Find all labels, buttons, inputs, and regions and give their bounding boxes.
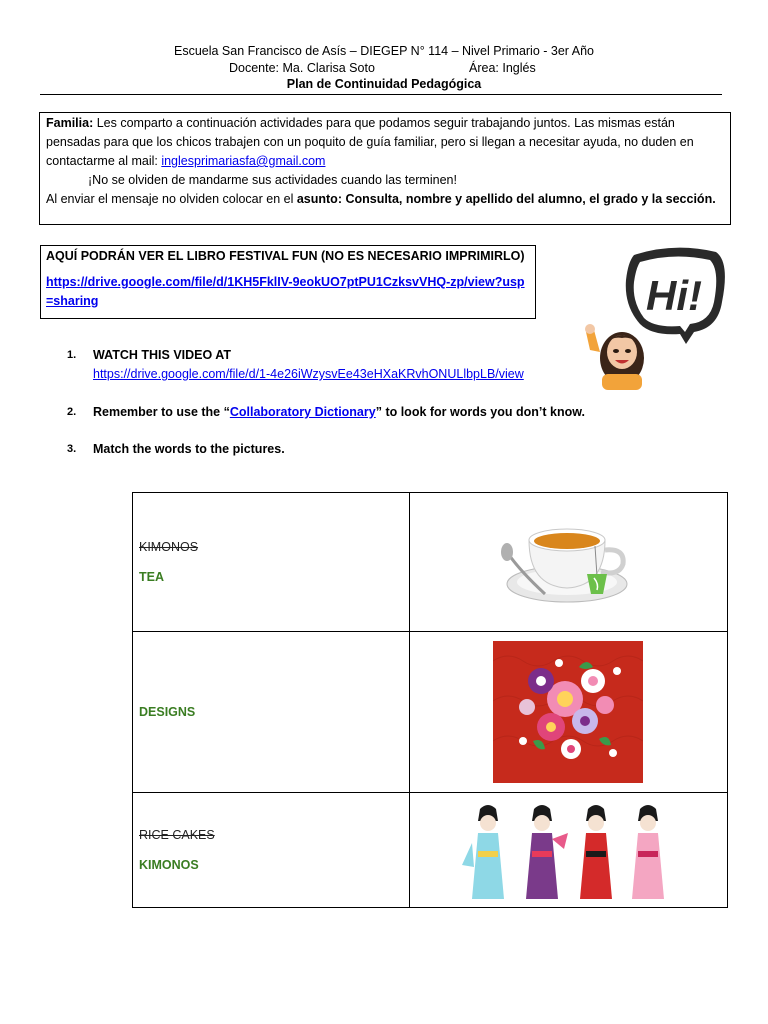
struck-word: KIMONOS: [139, 540, 199, 554]
word-cell: [133, 632, 410, 793]
step-1-number: 1.: [67, 349, 77, 361]
family-paragraph: [46, 114, 724, 171]
answer-word: TEA: [139, 570, 164, 584]
struck-word: RICE CAKES: [139, 828, 215, 842]
video-link[interactable]: https://drive.google.com/file/d/1-4e26iWzysvEe43eHXaKRvhONULlbpLB/view: [93, 367, 524, 381]
instructions-list: [67, 346, 747, 459]
match-table: [132, 492, 728, 908]
header-rule: [40, 94, 722, 95]
step-2: [67, 403, 747, 422]
book-box: [40, 245, 536, 319]
step-3: [67, 440, 747, 459]
family-text: Les comparto a continuación actividades para que podamos seguir trabajando juntos. Las mismas están pensadas para que los chicos trabajen con un poquito de guía familiar, pero si llegan a necesitar ayuda, no duden en contactarme al mail:: [46, 116, 694, 168]
tea-cup-icon: [499, 512, 639, 612]
table-row: [133, 632, 728, 793]
document-header: [0, 43, 768, 93]
step-3-text: Match the words to the pictures.: [93, 442, 285, 456]
picture-cell: [410, 793, 728, 908]
book-link[interactable]: https://drive.google.com/file/d/1KH5FklIV-9eokUO7ptPU1CzksvVHQ-zp/view?usp=sharing: [46, 275, 525, 308]
step-2-number: 2.: [67, 406, 77, 418]
subject-pre: Al enviar el mensaje no olviden colocar en el: [46, 192, 297, 206]
step-2-pre: Remember to use the “: [93, 405, 230, 419]
step-1: [67, 346, 747, 384]
page-title: Plan de Continuidad Pedagógica: [286, 77, 482, 91]
family-box: [39, 112, 731, 225]
table-row: [133, 493, 728, 632]
kimono-dolls-icon: [452, 793, 680, 907]
answer-word: DESIGNS: [139, 705, 196, 719]
subject-instructions: [46, 190, 724, 209]
step-2-post: ” to look for words you don’t know.: [375, 405, 585, 419]
teacher-name: Docente: Ma. Clarisa Soto: [229, 60, 375, 75]
picture-cell: [410, 493, 728, 632]
dictionary-link[interactable]: Collaboratory Dictionary: [229, 405, 376, 419]
table-row: [133, 793, 728, 908]
step-3-number: 3.: [67, 443, 77, 455]
teacher-row: [0, 60, 768, 77]
subject-area: Área: Inglés: [469, 60, 536, 75]
book-title: AQUÍ PODRÁN VER EL LIBRO FESTIVAL FUN (NO ES NECESARIO IMPRIMIRLO): [46, 249, 525, 263]
step-1-text: WATCH THIS VIDEO AT: [93, 348, 231, 362]
school-line: Escuela San Francisco de Asís – DIEGEP N° 114 – Nivel Primario - 3er Año: [173, 44, 594, 58]
word-cell: [133, 493, 410, 632]
hi-bubble-text: Hi!: [646, 272, 702, 319]
word-cell: [133, 793, 410, 908]
picture-cell: [410, 632, 728, 793]
email-link[interactable]: inglesprimariasfa@gmail.com: [161, 154, 326, 168]
subject-bold: asunto: Consulta, nombre y apellido del alumno, el grado y la sección.: [296, 192, 716, 206]
answer-word: KIMONOS: [139, 858, 199, 872]
reminder-text: ¡No se olviden de mandarme sus actividades cuando las terminen!: [88, 173, 457, 187]
family-label: Familia:: [46, 116, 94, 130]
flower-design-icon: [493, 641, 643, 783]
